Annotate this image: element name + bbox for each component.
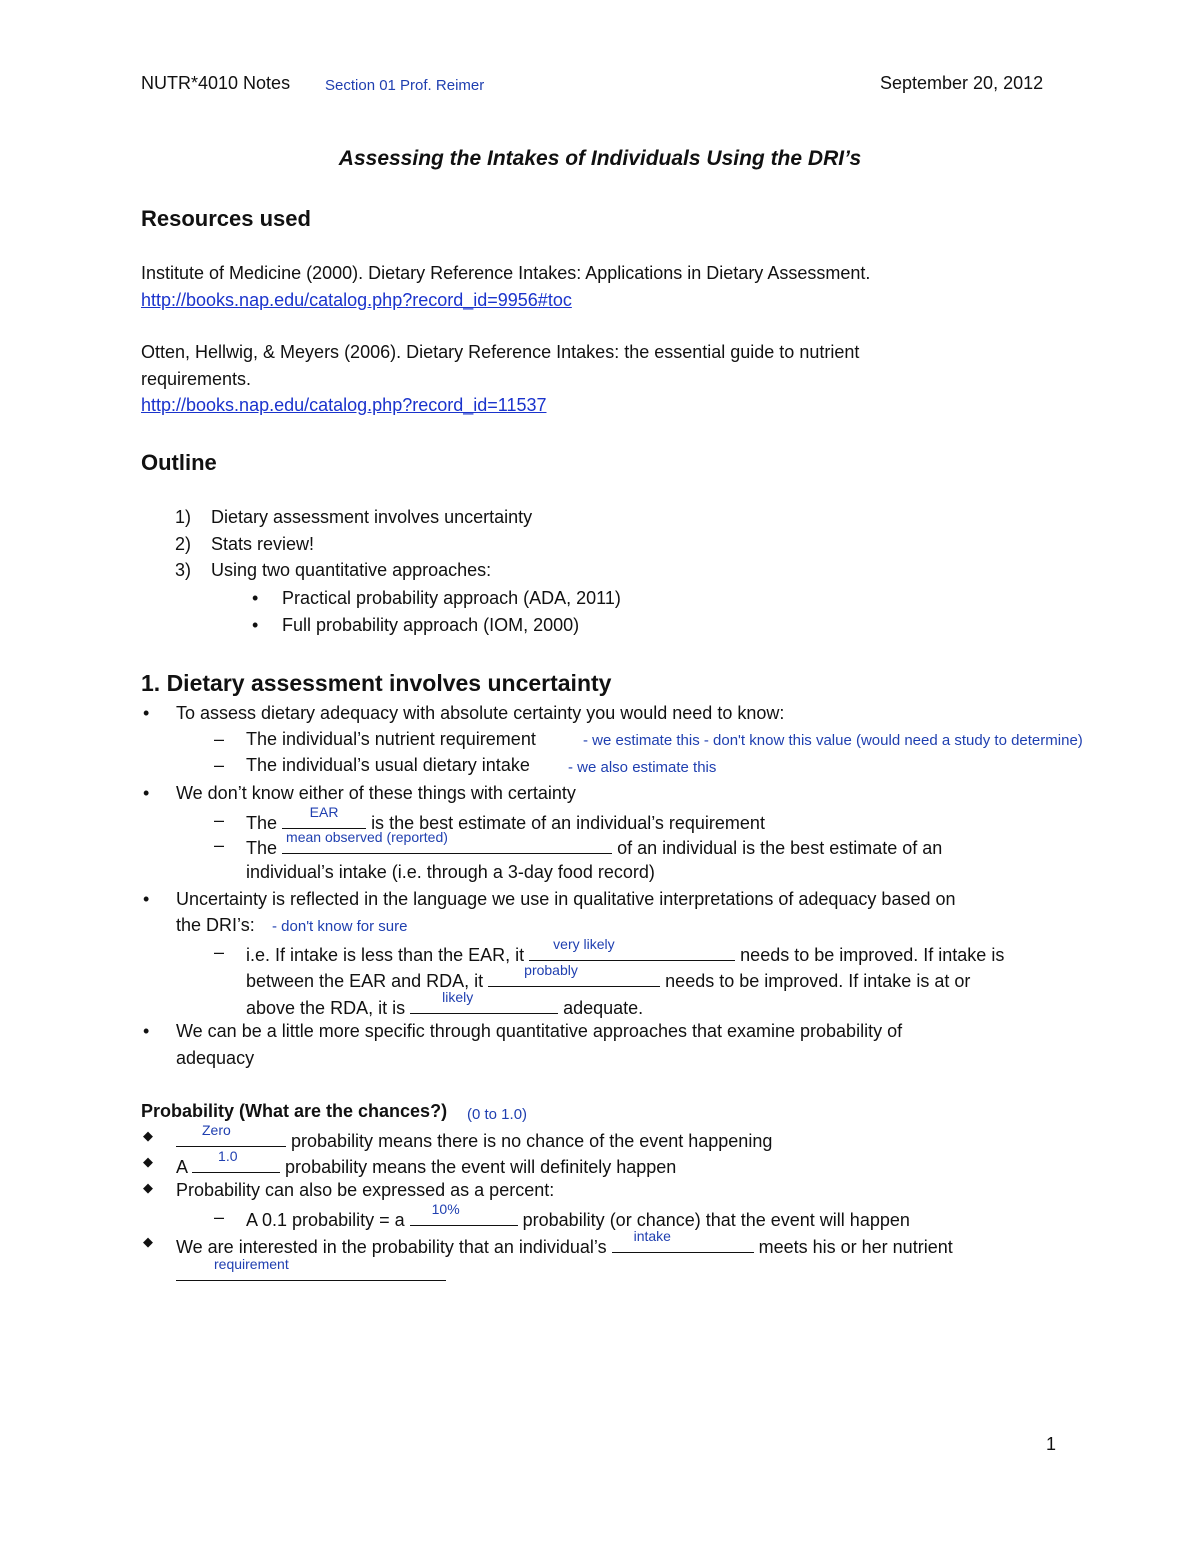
- fill-blank: intake: [612, 1234, 754, 1253]
- dash-icon: –: [214, 755, 225, 775]
- outline-num-3: 3): [175, 560, 192, 580]
- handwritten-note: - we estimate this - don't know this value (would need a study to determine): [583, 732, 1083, 749]
- header-course: NUTR*4010 Notes: [141, 73, 291, 93]
- outline-num-1: 1): [175, 507, 192, 527]
- outline-item-3: Using two quantitative approaches:: [211, 560, 492, 580]
- section-1-b2-dash-2: The mean observed (reported) of an individual is the best estimate of an: [246, 829, 943, 858]
- outline-subitem-2: Full probability approach (IOM, 2000): [282, 615, 580, 635]
- section-1-bullet-4: We can be a little more specific through quantitative approaches that examine probability of: [176, 1021, 903, 1041]
- section-1-b3-dash-1: i.e. If intake is less than the EAR, it very likely needs to be improved. If intake is: [246, 936, 1005, 965]
- probability-item-2: A 1.0 probability means the event will definitely happen: [176, 1148, 677, 1177]
- dash-icon: –: [214, 835, 225, 855]
- bullet-icon: ◆: [143, 1154, 153, 1169]
- probability-item-3-dash: A 0.1 probability = a 10% probability (or chance) that the event will happen: [246, 1201, 910, 1230]
- fill-blank: mean observed (reported): [282, 835, 612, 854]
- probability-item-3: Probability can also be expressed as a percent:: [176, 1180, 555, 1200]
- dash-icon: –: [214, 1207, 225, 1227]
- reference-2-text: Otten, Hellwig, & Meyers (2006). Dietary Reference Intakes: the essential guide to nutrient: [141, 342, 860, 362]
- probability-item-4: We are interested in the probability that an individual’s intake meets his or her nutrient: [176, 1228, 953, 1257]
- reference-2-text-cont: requirements.: [141, 369, 252, 389]
- reference-2-link[interactable]: http://books.nap.edu/catalog.php?record_id=11537: [141, 395, 547, 415]
- outline-item-2: Stats review!: [211, 534, 315, 554]
- section-1-bullet-3-cont: the DRI’s:: [176, 915, 255, 935]
- section-1-b1-dash-2: The individual’s usual dietary intake: [246, 755, 530, 775]
- bullet-icon: •: [143, 703, 150, 723]
- bullet-icon: •: [143, 783, 150, 803]
- fill-blank: EAR: [282, 810, 366, 829]
- fill-blank: very likely: [529, 942, 735, 961]
- section-1-heading: 1. Dietary assessment involves uncertainty: [141, 670, 612, 696]
- bullet-icon: •: [143, 1021, 150, 1041]
- fill-blank: likely: [410, 995, 558, 1014]
- outline-item-1: Dietary assessment involves uncertainty: [211, 507, 533, 527]
- page-title: Assessing the Intakes of Individuals Using the DRI’s: [338, 147, 862, 170]
- reference-1-link[interactable]: http://books.nap.edu/catalog.php?record_id=9956#toc: [141, 290, 572, 310]
- header-section-note: Section 01 Prof. Reimer: [325, 77, 485, 94]
- outline-heading: Outline: [141, 450, 217, 475]
- bullet-icon: •: [252, 588, 259, 608]
- fill-blank: Zero: [176, 1128, 286, 1147]
- dash-icon: –: [214, 810, 225, 830]
- probability-heading: Probability (What are the chances?): [141, 1101, 448, 1121]
- section-1-bullet-4-cont: adequacy: [176, 1048, 255, 1068]
- section-1-b1-dash-1: The individual’s nutrient requirement: [246, 729, 536, 749]
- dash-icon: –: [214, 729, 225, 749]
- handwritten-note: - don't know for sure: [272, 918, 408, 935]
- probability-item-4-cont: [176, 1256, 446, 1286]
- section-1-bullet-2: We don’t know either of these things with certainty: [176, 783, 576, 803]
- section-1-bullet-1: To assess dietary adequacy with absolute certainty you would need to know:: [176, 703, 785, 723]
- fill-blank: 10%: [410, 1207, 518, 1226]
- section-1-b2-dash-1: The EAR is the best estimate of an individual’s requirement: [246, 804, 765, 833]
- page-number: 1: [1046, 1434, 1057, 1454]
- section-1-b2-dash-2-cont: individual’s intake (i.e. through a 3-day food record): [246, 862, 655, 882]
- bullet-icon: ◆: [143, 1234, 153, 1249]
- resources-heading: Resources used: [141, 206, 311, 231]
- outline-num-2: 2): [175, 534, 192, 554]
- bullet-icon: •: [143, 889, 150, 909]
- fill-blank: 1.0: [192, 1154, 280, 1173]
- handwritten-note: (0 to 1.0): [467, 1106, 528, 1123]
- bullet-icon: ◆: [143, 1180, 153, 1195]
- probability-item-1: Zero probability means there is no chance of the event happening: [176, 1128, 772, 1152]
- fill-blank: probably: [488, 968, 660, 987]
- section-1-bullet-3: Uncertainty is reflected in the language we use in qualitative interpretations of adequacy based on: [176, 889, 956, 909]
- section-1-b3-dash-1-line2: between the EAR and RDA, it probably needs to be improved. If intake is at or: [246, 962, 971, 991]
- fill-blank: requirement: [176, 1262, 446, 1281]
- reference-1-text: Institute of Medicine (2000). Dietary Reference Intakes: Applications in Dietary Assessment.: [141, 263, 871, 283]
- bullet-icon: •: [252, 615, 259, 635]
- outline-subitem-1: Practical probability approach (ADA, 2011): [282, 588, 621, 608]
- dash-icon: –: [214, 942, 225, 962]
- handwritten-note: - we also estimate this: [568, 759, 717, 776]
- section-1-b3-dash-1-line3: above the RDA, it is likely adequate.: [246, 989, 644, 1018]
- bullet-icon: ◆: [143, 1128, 153, 1143]
- header-date: September 20, 2012: [880, 73, 1044, 93]
